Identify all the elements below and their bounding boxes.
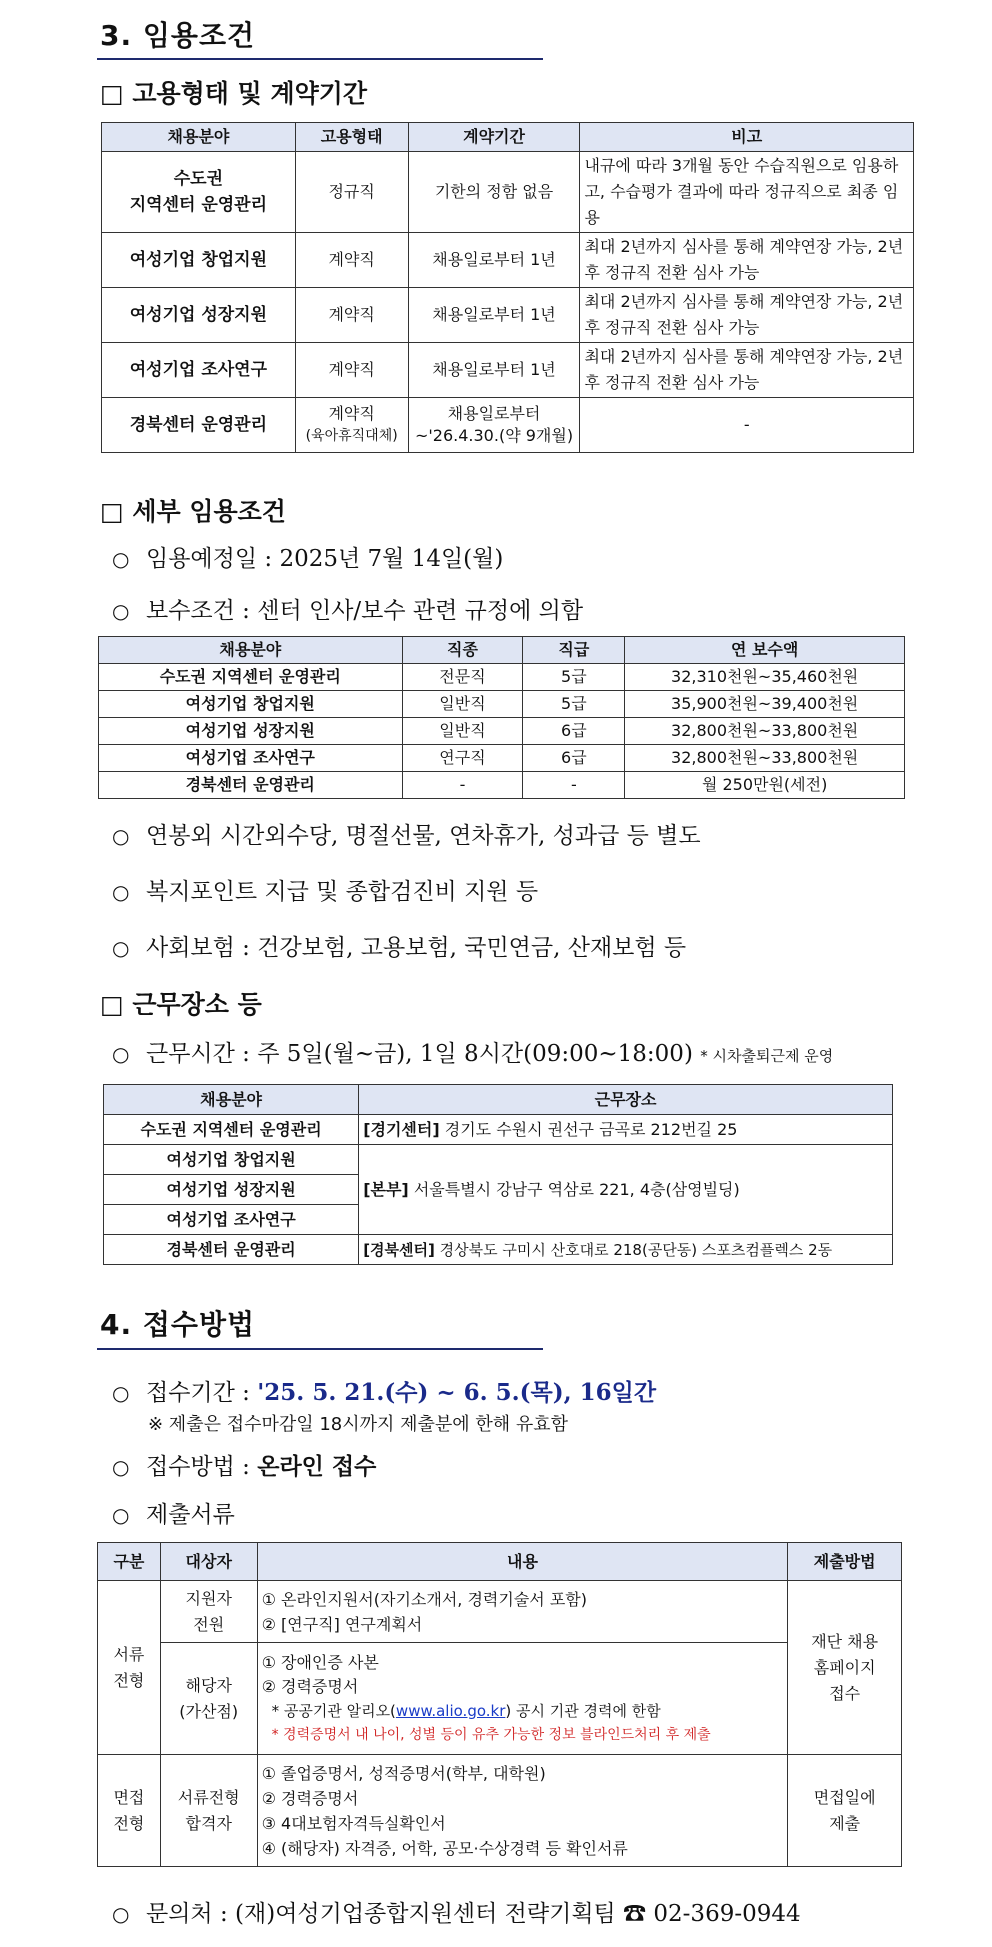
note-cell: 최대 2년까지 심사를 통해 계약연장 가능, 2년 후 정규직 전환 심사 가능 bbox=[580, 288, 914, 343]
pay-job: 일반직 bbox=[402, 691, 523, 718]
pay-grade: 6급 bbox=[523, 718, 625, 745]
section-title: 3. 임용조건 bbox=[100, 19, 256, 52]
note-text: ) 공시 기관 경력에 한함 bbox=[505, 1701, 661, 1720]
section-title: 4. 접수방법 bbox=[100, 1308, 256, 1341]
apply-period-line bbox=[112, 1374, 656, 1407]
period-cell: 기한의 정함 없음 bbox=[408, 152, 580, 233]
doc-item: ④ (해당자) 자격증, 어학, 공모·수상경력 등 확인서류 bbox=[261, 1838, 628, 1858]
period-note: ※ 제출은 접수마감일 18시까지 제출분에 한해 유효함 bbox=[148, 1414, 569, 1435]
target-cell: 해당자 (가산점) bbox=[160, 1643, 257, 1755]
content-cell bbox=[257, 1643, 788, 1755]
pay-grade: 6급 bbox=[523, 745, 625, 772]
employment-table bbox=[101, 122, 914, 453]
workplace-table bbox=[103, 1084, 893, 1265]
extra-text: 복지포인트 지급 및 종합검진비 지원 등 bbox=[146, 879, 539, 905]
address-text: 서울특별시 강남구 역삼로 221, 4층(삼영빌딩) bbox=[413, 1179, 740, 1199]
start-date-line bbox=[112, 540, 503, 573]
pay-grade: 5급 bbox=[523, 664, 625, 691]
circle-bullet-icon: ○ bbox=[112, 1902, 130, 1926]
doc-note bbox=[262, 1699, 784, 1723]
period-main: 채용일로부터 bbox=[447, 404, 541, 423]
col-header: 제출방법 bbox=[788, 1543, 902, 1581]
workplace-address bbox=[359, 1115, 893, 1145]
workplace-address bbox=[359, 1235, 893, 1265]
field-cell: 수도권 지역센터 운영관리 bbox=[102, 152, 296, 233]
address-text: 경기도 수원시 권선구 금곡로 212번길 25 bbox=[444, 1119, 738, 1139]
doc-item: ① 온라인지원서(자기소개서, 경력기술서 포함) bbox=[261, 1589, 587, 1609]
circle-bullet-icon: ○ bbox=[112, 880, 130, 904]
workplace-heading: □ 근무장소 등 bbox=[100, 990, 262, 1019]
col-header: 비고 bbox=[580, 123, 914, 152]
doc-item: ② 경력증명서 bbox=[261, 1676, 359, 1696]
pay-amount: 32,800천원~33,800천원 bbox=[625, 745, 905, 772]
pay-line bbox=[112, 592, 583, 625]
doc-item: ② [연구직] 연구계획서 bbox=[261, 1614, 423, 1634]
circle-bullet-icon: ○ bbox=[112, 547, 130, 571]
field-cell: 경북센터 운영관리 bbox=[102, 398, 296, 453]
doc-note-warning: * 경력증명서 내 나이, 성별 등이 유추 가능한 정보 블라인드처리 후 제출 bbox=[271, 1726, 711, 1743]
col-header: 근무장소 bbox=[359, 1085, 893, 1115]
circle-bullet-icon: ○ bbox=[112, 599, 130, 623]
location-tag: [경북센터] bbox=[363, 1240, 435, 1259]
workplace-field: 여성기업 성장지원 bbox=[104, 1175, 359, 1205]
extra-line-2 bbox=[112, 873, 538, 906]
period-label: 접수기간 : bbox=[146, 1380, 258, 1406]
note-cell: - bbox=[580, 398, 914, 453]
workplace-field: 여성기업 조사연구 bbox=[104, 1205, 359, 1235]
hours-note: * 시차출퇴근제 운영 bbox=[700, 1047, 834, 1065]
pay-field: 여성기업 조사연구 bbox=[99, 745, 403, 772]
pay-amount: 35,900천원~39,400천원 bbox=[625, 691, 905, 718]
contact-text: 문의처 : (재)여성기업종합지원센터 전략기획팀 ☎ 02-369-0944 bbox=[146, 1901, 801, 1927]
field-cell: 여성기업 창업지원 bbox=[102, 233, 296, 288]
doc-item: ③ 4대보험자격득실확인서 bbox=[261, 1813, 446, 1833]
note-text: * 공공기관 알리오( bbox=[271, 1701, 396, 1720]
circle-bullet-icon: ○ bbox=[112, 824, 130, 848]
pay-amount: 32,800천원~33,800천원 bbox=[625, 718, 905, 745]
circle-bullet-icon: ○ bbox=[112, 1042, 130, 1066]
period-cell: 채용일로부터 1년 bbox=[408, 233, 580, 288]
target-cell: 지원자 전원 bbox=[160, 1581, 257, 1643]
pay-table bbox=[98, 636, 905, 799]
note-cell: 최대 2년까지 심사를 통해 계약연장 가능, 2년 후 정규직 전환 심사 가능 bbox=[580, 233, 914, 288]
method-cell: 재단 채용 홈페이지 접수 bbox=[788, 1581, 902, 1755]
pay-job: - bbox=[402, 772, 523, 799]
col-header: 내용 bbox=[257, 1543, 788, 1581]
extra-text: 사회보험 : 건강보험, 고용보험, 국민연금, 산재보험 등 bbox=[146, 935, 687, 961]
col-header: 연 보수액 bbox=[625, 637, 905, 664]
docs-label: 제출서류 bbox=[146, 1502, 235, 1528]
method-value: 온라인 접수 bbox=[257, 1453, 377, 1480]
apply-method-line bbox=[112, 1448, 376, 1481]
pay-grade: - bbox=[523, 772, 625, 799]
section-underline bbox=[97, 58, 543, 60]
col-header: 계약기간 bbox=[408, 123, 580, 152]
pay-amount: 32,310천원~35,460천원 bbox=[625, 664, 905, 691]
stage-cell: 서류 전형 bbox=[98, 1581, 161, 1755]
col-header: 구분 bbox=[98, 1543, 161, 1581]
extra-line-1 bbox=[112, 817, 701, 850]
note-cell: 내규에 따라 3개월 동안 수습직원으로 임용하고, 수습평가 결과에 따라 정규직으로 최종 임용 bbox=[580, 152, 914, 233]
workplace-field: 수도권 지역센터 운영관리 bbox=[104, 1115, 359, 1145]
method-cell: 면접일에 제출 bbox=[788, 1755, 902, 1867]
doc-item: ① 장애인증 사본 bbox=[261, 1652, 379, 1672]
pay-job: 연구직 bbox=[402, 745, 523, 772]
workplace-address bbox=[359, 1145, 893, 1235]
location-tag: [본부] bbox=[363, 1179, 409, 1199]
hours-text: 근무시간 : 주 5일(월~금), 1일 8시간(09:00~18:00) bbox=[146, 1041, 693, 1067]
documents-table bbox=[97, 1542, 902, 1867]
pay-field: 여성기업 창업지원 bbox=[99, 691, 403, 718]
section-underline bbox=[97, 1348, 543, 1350]
alio-link[interactable]: www.alio.go.kr bbox=[395, 1701, 506, 1720]
stage-cell: 면접 전형 bbox=[98, 1755, 161, 1867]
col-header: 직종 bbox=[402, 637, 523, 664]
col-header: 채용분야 bbox=[104, 1085, 359, 1115]
type-cell: 계약직 bbox=[295, 343, 408, 398]
period-cell: 채용일로부터 1년 bbox=[408, 343, 580, 398]
pay-job: 일반직 bbox=[402, 718, 523, 745]
extra-text: 연봉외 시간외수당, 명절선물, 연차휴가, 성과급 등 별도 bbox=[146, 823, 701, 849]
pay-grade: 5급 bbox=[523, 691, 625, 718]
circle-bullet-icon: ○ bbox=[112, 936, 130, 960]
type-cell: 계약직 bbox=[295, 288, 408, 343]
doc-item: ① 졸업증명서, 성적증명서(학부, 대학원) bbox=[261, 1763, 546, 1783]
hours-line bbox=[112, 1035, 833, 1068]
doc-item: ② 경력증명서 bbox=[261, 1788, 359, 1808]
field-cell: 여성기업 조사연구 bbox=[102, 343, 296, 398]
period-cell: 채용일로부터 1년 bbox=[408, 288, 580, 343]
period-value: '25. 5. 21.(수) ~ 6. 5.(목), 16일간 bbox=[257, 1379, 657, 1406]
workplace-field: 여성기업 창업지원 bbox=[104, 1145, 359, 1175]
content-cell bbox=[257, 1581, 788, 1643]
type-cell bbox=[295, 398, 408, 453]
workplace-field: 경북센터 운영관리 bbox=[104, 1235, 359, 1265]
circle-bullet-icon: ○ bbox=[112, 1381, 130, 1405]
col-header: 직급 bbox=[523, 637, 625, 664]
employment-heading: □ 고용형태 및 계약기간 bbox=[100, 79, 368, 108]
circle-bullet-icon: ○ bbox=[112, 1503, 130, 1527]
target-cell: 서류전형 합격자 bbox=[160, 1755, 257, 1867]
pay-amount: 월 250만원(세전) bbox=[625, 772, 905, 799]
pay-field: 여성기업 성장지원 bbox=[99, 718, 403, 745]
period-sub: ~'26.4.30.(약 9개월) bbox=[414, 426, 574, 445]
field-cell: 여성기업 성장지원 bbox=[102, 288, 296, 343]
col-header: 대상자 bbox=[160, 1543, 257, 1581]
start-date-text: 임용예정일 : 2025년 7월 14일(월) bbox=[146, 546, 504, 572]
pay-job: 전문직 bbox=[402, 664, 523, 691]
col-header: 채용분야 bbox=[99, 637, 403, 664]
type-sub: (육아휴직대체) bbox=[305, 428, 398, 444]
pay-field: 경북센터 운영관리 bbox=[99, 772, 403, 799]
col-header: 채용분야 bbox=[102, 123, 296, 152]
note-cell: 최대 2년까지 심사를 통해 계약연장 가능, 2년 후 정규직 전환 심사 가능 bbox=[580, 343, 914, 398]
docs-line bbox=[112, 1496, 235, 1529]
circle-bullet-icon: ○ bbox=[112, 1455, 130, 1479]
pay-field: 수도권 지역센터 운영관리 bbox=[99, 664, 403, 691]
details-heading: □ 세부 임용조건 bbox=[100, 497, 286, 526]
type-main: 계약직 bbox=[328, 404, 375, 423]
pay-text: 보수조건 : 센터 인사/보수 관련 규정에 의함 bbox=[146, 598, 584, 624]
extra-line-3 bbox=[112, 929, 686, 962]
col-header: 고용형태 bbox=[295, 123, 408, 152]
location-tag: [경기센터] bbox=[363, 1119, 440, 1139]
type-cell: 계약직 bbox=[295, 233, 408, 288]
contact-line bbox=[112, 1895, 801, 1928]
address-text: 경상북도 구미시 산호대로 218(공단동) 스포츠컴플렉스 2동 bbox=[439, 1240, 833, 1259]
period-cell bbox=[408, 398, 580, 453]
method-label: 접수방법 : bbox=[146, 1454, 258, 1480]
content-cell bbox=[257, 1755, 788, 1867]
type-cell: 정규직 bbox=[295, 152, 408, 233]
